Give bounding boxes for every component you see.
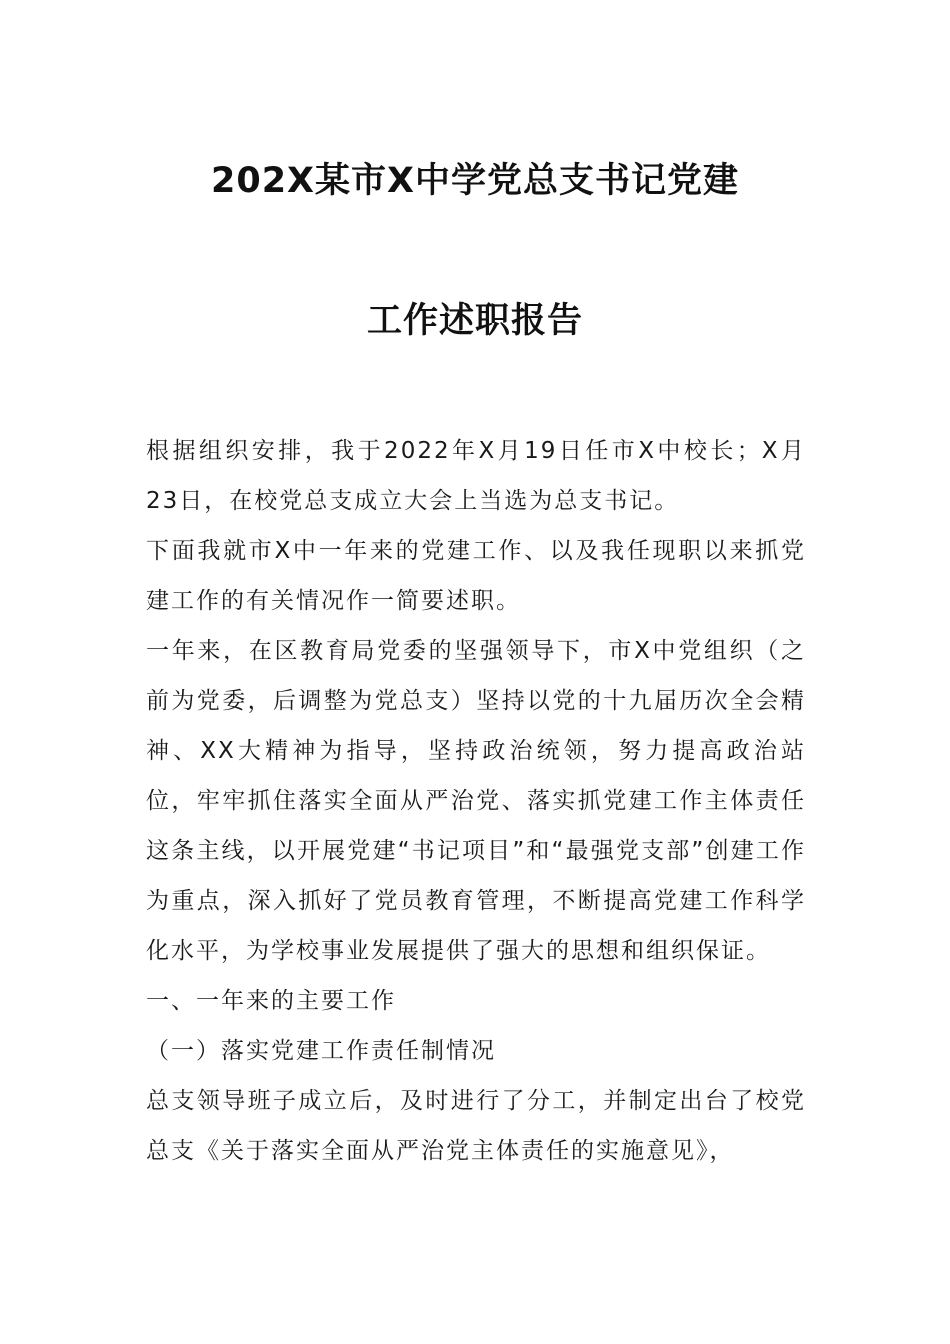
document-body	[146, 426, 806, 1176]
subsection-heading-responsibility: （一）落实党建工作责任制情况	[146, 1038, 496, 1064]
document-title-line-2: 工作述职报告	[366, 301, 583, 341]
section-heading-main-work: 一、一年来的主要工作	[146, 988, 396, 1014]
paragraph-intro: 下面我就市X中一年来的党建工作、以及我任现职以来抓党建工作的有关情况作一简要述职。	[146, 538, 806, 614]
paragraph-appointment: 根据组织安排，我于2022年X月19日任市X中校长；X月23日，在校党总支成立大会上当选为总支书记。	[146, 438, 806, 514]
document-title-line-1: 202X某市X中学党总支书记党建	[210, 161, 740, 201]
paragraph-overview: 一年来，在区教育局党委的坚强领导下，市X中党组织（之前为党委，后调整为党总支）坚持以党的十九届历次全会精神、XX大精神为指导，坚持政治统领，努力提高政治站位，牢牢抓住落实全面从严治党、落实抓党建工作主体责任这条主线，以开展党建“书记项目”和“最强党支部”创建工作为重点，深入抓好了党员教育管理，不断提高党建工作科学化水平，为学校事业发展提供了强大的思想和组织保证。	[146, 638, 806, 964]
paragraph-responsibility: 总支领导班子成立后，及时进行了分工，并制定出台了校党总支《关于落实全面从严治党主体责任的实施意见》，	[146, 1088, 806, 1164]
